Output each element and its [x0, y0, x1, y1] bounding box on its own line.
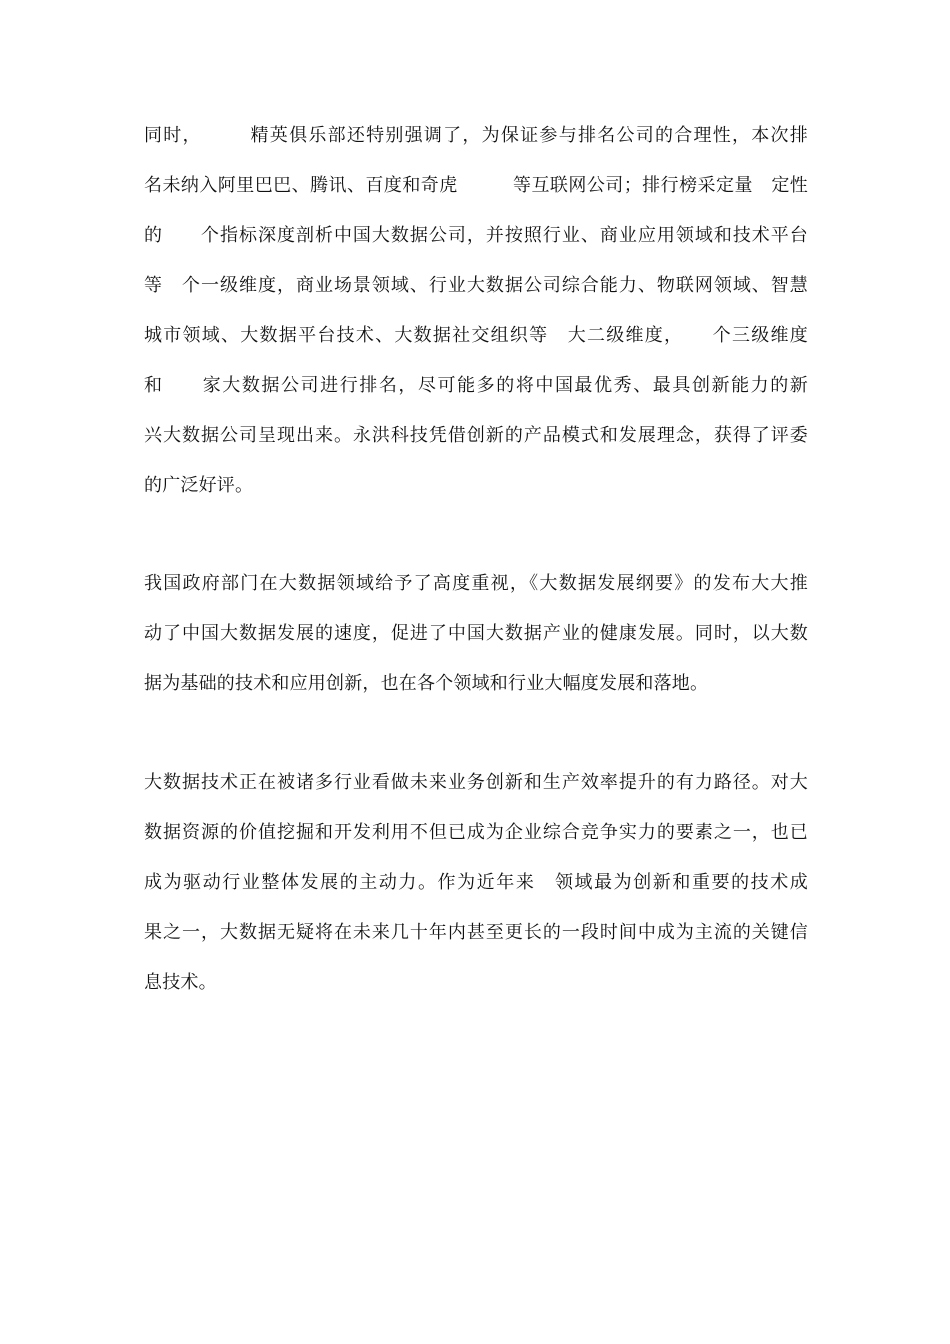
- paragraph-line: 据为基础的技术和应用创新，也在各个领域和行业大幅度发展和落地。: [144, 673, 709, 694]
- paragraph-line: 成为驱动行业整体发展的主动力。作为近年来 领域最为创新和重要的技术成: [144, 872, 808, 893]
- paragraph-line: 同时， 精英俱乐部还特别强调了，为保证参与排名公司的合理性，本次排: [144, 125, 808, 146]
- paragraph-line: 和 家大数据公司进行排名，尽可能多的将中国最优秀、最具创新能力的新: [144, 375, 808, 396]
- paragraph-line: 动了中国大数据发展的速度，促进了中国大数据产业的健康发展。同时，以大数: [144, 623, 808, 644]
- paragraph-line: 数据资源的价值挖掘和开发利用不但已成为企业综合竞争实力的要素之一，也已: [144, 822, 808, 843]
- paragraph-technology: [144, 758, 808, 1008]
- paragraph-line: 名未纳入阿里巴巴、腾讯、百度和奇虎 等互联网公司；排行榜采定量 定性: [144, 175, 808, 196]
- paragraph-line: 城市领域、大数据平台技术、大数据社交组织等 大二级维度， 个三级维度: [144, 325, 808, 346]
- paragraph-line: 我国政府部门在大数据领域给予了高度重视，《大数据发展纲要》的发布大大推: [144, 573, 808, 594]
- paragraph-line: 的广泛好评。: [144, 475, 254, 496]
- paragraph-line: 兴大数据公司呈现出来。永洪科技凭借创新的产品模式和发展理念，获得了评委: [144, 425, 808, 446]
- paragraph-ranking: [144, 111, 808, 511]
- paragraph-line: 等 个一级维度，商业场景领域、行业大数据公司综合能力、物联网领域、智慧: [144, 275, 808, 296]
- paragraph-line: 果之一，大数据无疑将在未来几十年内甚至更长的一段时间中成为主流的关键信: [144, 922, 808, 943]
- paragraph-line: 息技术。: [144, 972, 217, 993]
- paragraph-government: [144, 559, 808, 709]
- paragraph-line: 的 个指标深度剖析中国大数据公司，并按照行业、商业应用领域和技术平台: [144, 225, 808, 246]
- paragraph-line: 大数据技术正在被诸多行业看做未来业务创新和生产效率提升的有力路径。对大: [144, 772, 808, 793]
